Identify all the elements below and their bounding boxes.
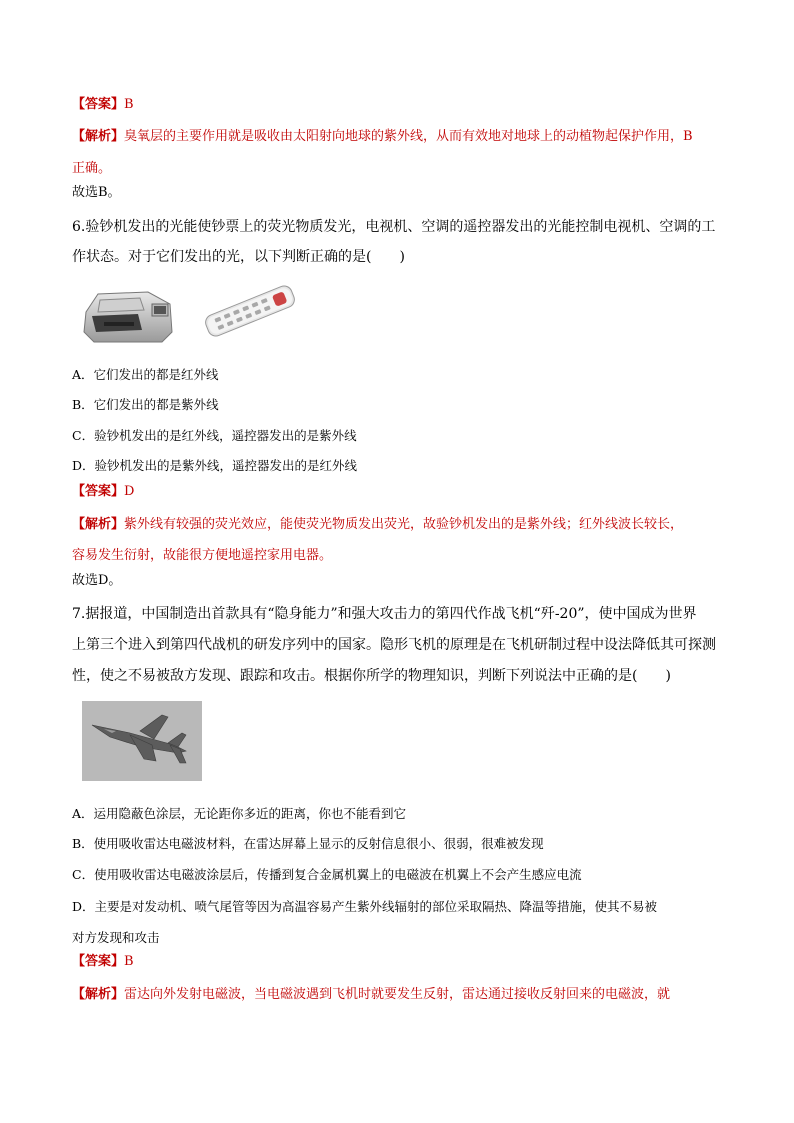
- question-7-line2: 上第三个进入到第四代战机的研发序列中的国家。隐形飞机的原理是在飞机研制过程中设法降低其可探测: [72, 637, 716, 653]
- analysis-text: 臭氧层的主要作用就是吸收由太阳射向地球的紫外线，从而有效地对地球上的动植物起保护作用，B: [124, 129, 693, 144]
- question-6-option-c: C．验钞机发出的是红外线，遥控器发出的是紫外线: [72, 428, 357, 443]
- answer-tag: 【答案】: [72, 484, 125, 499]
- question-6-line2: 作状态。对于它们发出的光，以下判断正确的是( ): [72, 249, 405, 265]
- answer-value: D: [124, 484, 135, 499]
- analysis-line-6b: 容易发生衍射，故能很方便地遥控家用电器。: [72, 548, 333, 563]
- question-6-line1: 6.验钞机发出的光能使钞票上的荧光物质发光，电视机、空调的遥控器发出的光能控制电视机、空调的工: [72, 219, 716, 235]
- question-7-line1: 7.据报道，中国制造出首款具有“隐身能力”和强大攻击力的第四代作战飞机“歼-20”，使中国成为世界: [72, 606, 697, 622]
- answer-line-7: [72, 953, 732, 971]
- question-6-option-a: A．它们发出的都是红外线: [72, 367, 219, 382]
- analysis-tag: 【解析】: [72, 517, 125, 532]
- analysis-text: 雷达向外发射电磁波，当电磁波遇到飞机时就要发生反射，雷达通过接收反射回来的电磁波，就: [124, 987, 671, 1002]
- remote-control-image: [198, 282, 302, 340]
- question-7-line3: 性，使之不易被敌方发现、跟踪和攻击。根据你所学的物理知识，判断下列说法中正确的是( ): [72, 668, 671, 684]
- question-7-option-b: B．使用吸收雷达电磁波材料，在雷达屏幕上显示的反射信息很小、很弱，很难被发现: [72, 836, 544, 851]
- stealth-fighter-image: [82, 701, 202, 781]
- question-6-option-b: B．它们发出的都是紫外线: [72, 397, 219, 412]
- banknote-counter-image: [78, 282, 180, 346]
- question-7-option-d-cont: 对方发现和攻击: [72, 930, 160, 945]
- answer-tag: 【答案】: [72, 954, 125, 969]
- answer-line-6: [72, 483, 732, 501]
- question-6-option-d: D．验钞机发出的是紫外线，遥控器发出的是红外线: [72, 458, 358, 473]
- analysis-tag: 【解析】: [72, 129, 125, 144]
- answer-value: B: [124, 954, 134, 969]
- answer-tag: 【答案】: [72, 97, 125, 112]
- question-7-option-d: D．主要是对发动机、喷气尾管等因为高温容易产生紫外线辐射的部位采取隔热、降温等措施，使其不易被: [72, 899, 658, 914]
- analysis-tag: 【解析】: [72, 987, 125, 1002]
- answer-value: B: [124, 97, 134, 112]
- analysis-line-5b: 正确。: [72, 161, 112, 176]
- question-7-option-a: A．运用隐蔽色涂层，无论距你多近的距离，你也不能看到它: [72, 806, 407, 821]
- answer-line-5: [72, 96, 732, 114]
- question-7-option-c: C．使用吸收雷达电磁波涂层后，传播到复合金属机翼上的电磁波在机翼上不会产生感应电流: [72, 867, 582, 882]
- analysis-line-7a: [72, 986, 732, 1004]
- conclusion-6: 故选D。: [72, 573, 122, 588]
- analysis-line-6a: [72, 516, 732, 534]
- analysis-text: 紫外线有较强的荧光效应，能使荧光物质发出荧光，故验钞机发出的是紫外线；红外线波长较长，: [124, 517, 684, 532]
- conclusion-5: 故选B。: [72, 185, 121, 200]
- analysis-line-5a: [72, 128, 732, 146]
